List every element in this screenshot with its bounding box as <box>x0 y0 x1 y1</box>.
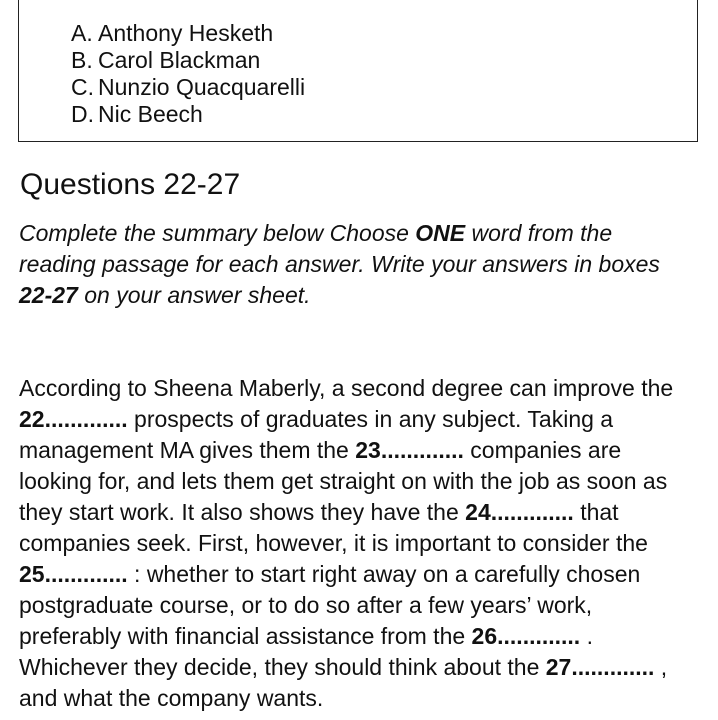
summary-line <box>19 561 640 587</box>
summary-text: that <box>573 499 619 525</box>
option-a <box>71 20 305 47</box>
summary-line <box>19 499 619 525</box>
summary-line <box>19 437 621 463</box>
summary-text: prospects of graduates in any subject. Taking a <box>127 406 614 432</box>
summary-text: . <box>580 623 593 649</box>
instructions <box>19 218 699 311</box>
summary-line: looking for, and lets them get straight on with the job as soon as <box>19 468 668 494</box>
gap-23: 23............. <box>355 437 464 463</box>
summary-line: and what the company wants. <box>19 685 324 711</box>
summary-line: According to Sheena Maberly, a second degree can improve the <box>19 375 674 401</box>
summary-line <box>19 654 667 680</box>
gap-22: 22............. <box>19 406 128 432</box>
options-list <box>71 20 305 128</box>
option-name: Carol Blackman <box>98 47 261 73</box>
option-name: Nic Beech <box>98 101 203 127</box>
instructions-line-2: reading passage for each answer. Write your answers in boxes <box>19 251 660 277</box>
instructions-text: word from the <box>465 220 613 246</box>
summary-text: management MA gives them the <box>19 437 356 463</box>
option-name: Anthony Hesketh <box>98 20 274 46</box>
summary-text: : whether to start right away on a carefully chosen <box>127 561 641 587</box>
option-d <box>71 101 305 128</box>
option-letter: D. <box>71 101 94 127</box>
summary-text: they start work. It also shows they have the <box>19 499 466 525</box>
summary-passage <box>19 373 709 714</box>
gap-24: 24............. <box>465 499 574 525</box>
instructions-emphasis: ONE <box>415 220 466 246</box>
gap-26: 26............. <box>471 623 581 649</box>
summary-text: Whichever they decide, they should think about the <box>19 654 546 680</box>
option-letter: A. <box>71 20 93 46</box>
instructions-line-1 <box>19 220 612 246</box>
summary-text: preferably with financial assistance from the <box>19 623 472 649</box>
option-letter: C. <box>71 74 94 100</box>
instructions-text: on your answer sheet. <box>77 282 311 308</box>
option-c <box>71 74 305 101</box>
summary-line: postgraduate course, or to do so after a few years’ work, <box>19 592 593 618</box>
instructions-text: Complete the summary below Choose <box>19 220 416 246</box>
gap-27: 27............. <box>545 654 655 680</box>
summary-line: companies seek. First, however, it is important to consider the <box>19 530 648 556</box>
options-box <box>18 0 698 142</box>
option-name: Nunzio Quacquarelli <box>98 74 306 100</box>
summary-text: , <box>654 654 668 680</box>
gap-25: 25............. <box>19 561 128 587</box>
questions-heading: Questions 22-27 <box>20 168 241 201</box>
summary-line <box>19 406 613 432</box>
option-letter: B. <box>71 47 93 73</box>
option-b <box>71 47 305 74</box>
instructions-line-3 <box>19 282 311 308</box>
instructions-range: 22-27 <box>19 282 78 308</box>
summary-line <box>19 623 593 649</box>
summary-text: companies are <box>463 437 622 463</box>
